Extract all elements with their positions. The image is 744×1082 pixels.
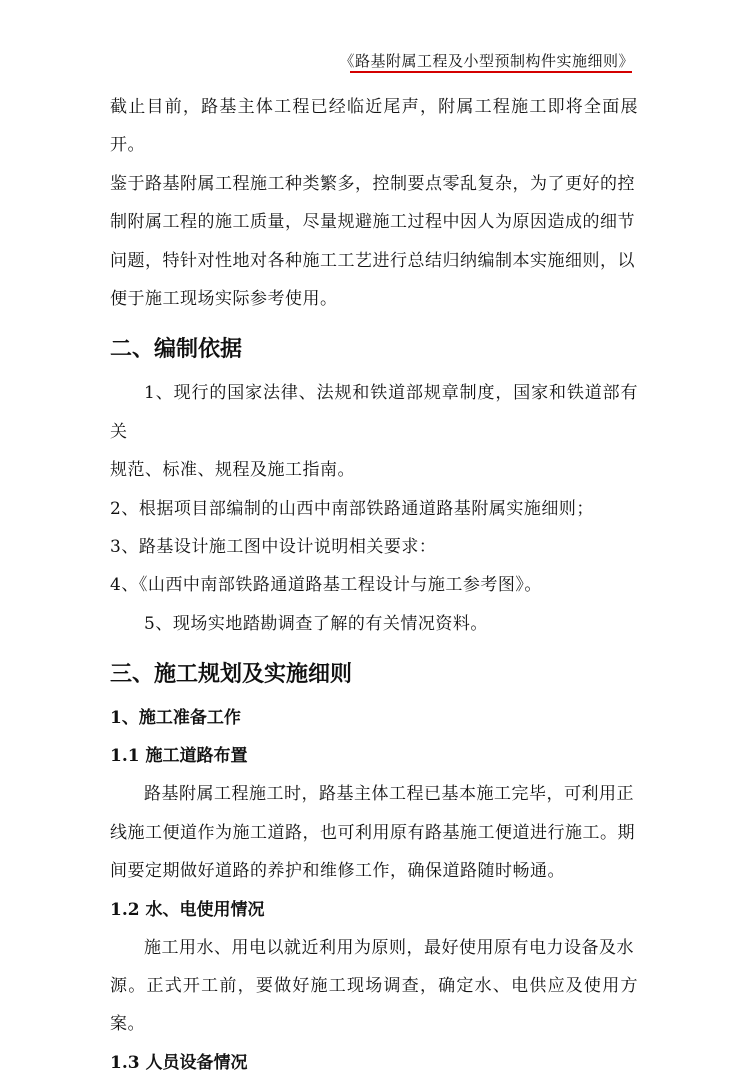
basis-item: 1、现行的国家法律、法规和铁道部规章制度，国家和铁道部有关 (110, 383, 638, 442)
basis-item: 规范、标准、规程及施工指南。 (110, 460, 355, 481)
basis-item: 5、现场实地踏勘调查了解的有关情况资料。 (144, 613, 488, 634)
intro-line: 鉴于路基附属工程施工种类繁多，控制要点零乱复杂，为了更好的控 (110, 173, 635, 194)
section-heading-basis: 二、编制依据 (110, 336, 243, 363)
subsection-heading: 1、施工准备工作 (110, 708, 241, 729)
section-heading-planning: 三、施工规划及实施细则 (110, 661, 353, 688)
subsubsection-heading: 1.2 水、电使用情况 (110, 899, 265, 920)
subsubsection-heading: 1.3 人员设备情况 (110, 1052, 248, 1073)
document-body (110, 88, 638, 1082)
header-rule (350, 71, 632, 73)
paragraph-line: 路基附属工程施工时，路基主体工程已基本施工完毕，可利用正 (144, 784, 634, 805)
paragraph-line: 施工用水、用电以就近利用为原则，最好使用原有电力设备及水 (144, 937, 634, 958)
basis-item: 4、《山西中南部铁路通道路基工程设计与施工参考图》。 (110, 575, 542, 596)
intro-line: 便于施工现场实际参考使用。 (110, 289, 338, 310)
paragraph-line: 间要定期做好道路的养护和维修工作，确保道路随时畅通。 (110, 861, 565, 882)
subsubsection-heading: 1.1 施工道路布置 (110, 746, 248, 767)
intro-line: 制附属工程的施工质量，尽量规避施工过程中因人为原因造成的细节 (110, 212, 635, 233)
intro-line: 问题，特针对性地对各种施工工艺进行总结归纳编制本实施细则，以 (110, 250, 635, 271)
document-header: 《路基附属工程及小型预制构件实施细则》 (339, 52, 634, 70)
intro-line: 截止目前，路基主体工程已经临近尾声，附属工程施工即将全面展开。 (110, 97, 638, 156)
basis-item: 2、根据项目部编制的山西中南部铁路通道路基附属实施细则； (110, 498, 594, 519)
paragraph-line: 线施工便道作为施工道路，也可利用原有路基施工便道进行施工。期 (110, 822, 635, 843)
paragraph-line: 源。正式开工前，要做好施工现场调查，确定水、电供应及使用方案。 (110, 975, 638, 1035)
basis-item: 3、路基设计施工图中设计说明相关要求： (110, 537, 437, 558)
